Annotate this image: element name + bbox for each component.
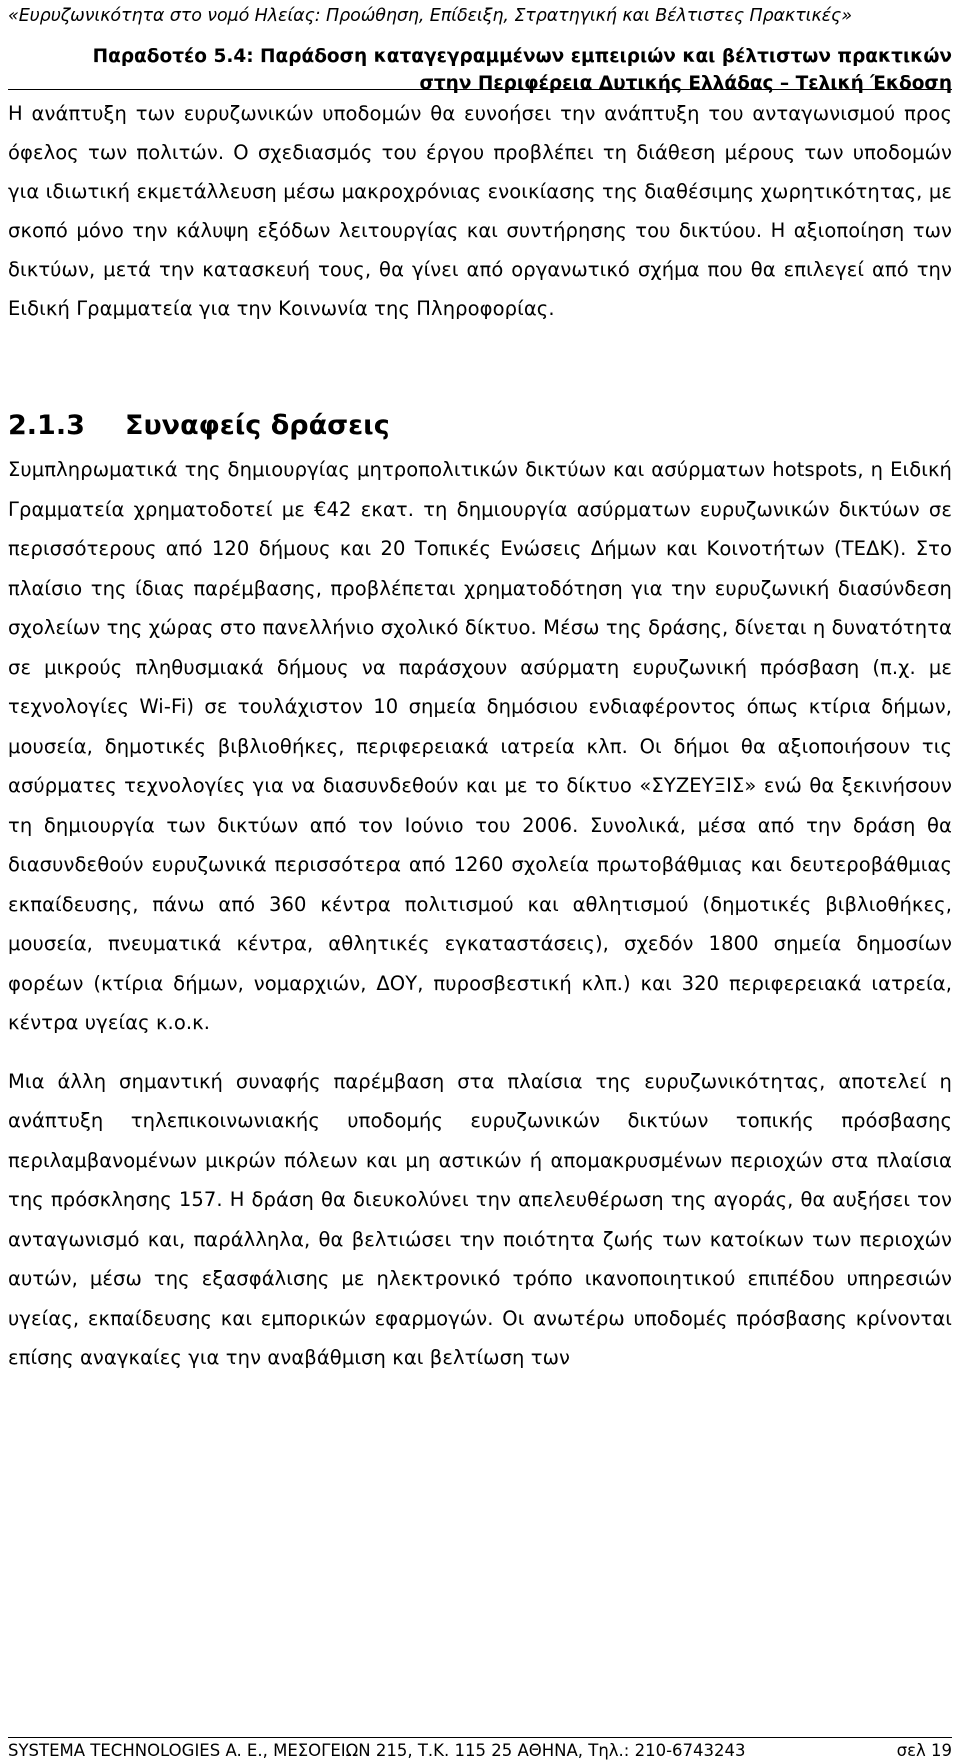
page-footer [8,1741,952,1761]
header-divider [8,89,952,90]
page-body [8,94,952,1378]
related-actions-paragraph: Συμπληρωματικά της δημιουργίας μητροπολιτικών δικτύων και ασύρματων hotspots, η Ειδική Γραμματεία χρηματοδοτεί με €42 εκατ. τη δημιουργία ασύρματων ευρυζωνικών δικτύων σε περισσότερους από 120 δήμους και 20 Τοπικές Ενώσεις Δήμων και Κοινοτήτων (ΤΕΔΚ). Στο πλαίσιο της ίδιας παρέμβασης, προβλέπεται χρηματοδότηση για την ευρυζωνική διασύνδεση σχολείων της χώρας στο πανελλήνιο σχολικό δίκτυο. Μέσω της δράσης, δίνεται η δυνατότητα σε μικρούς πληθυσμιακά δήμους να παράσχουν ασύρματη ευρυζωνική πρόσβαση (π.χ. με τεχνολογίες Wi-Fi) σε τουλάχιστον 10 σημεία δημόσιου ενδιαφέροντος όπως κτίρια δήμων, μουσεία, δημοτικές βιβλιοθήκες, περιφερειακά ιατρεία κλπ. Οι δήμοι θα αξιοποιήσουν τις ασύρματες τεχνολογίες για να διασυνδεθούν και με το δίκτυο «ΣΥΖΕΥΞΙΣ» ενώ θα ξεκινήσουν τη δημιουργία των δικτύων από τον Ιούνιο του 2006. Συνολικά, μέσα από την δράση θα διασυνδεθούν ευρυζωνικά περισσότερα από 1260 σχολεία πρωτοβάθμιας και δευτεροβάθμιας εκπαίδευσης, πάνω από 360 κέντρα πολιτισμού και αθλητισμού (δημοτικές βιβλιοθήκες, μουσεία, πνευματικά κέντρα, αθλητικές εγκαταστάσεις), σχεδόν 1800 σημεία δημοσίων φορέων (κτίρια δήμων, νομαρχιών, ΔΟΥ, πυροσβεστική κλπ.) και 320 περιφερειακά ιατρεία, κέντρα υγείας κ.ο.κ. [8,458,952,1034]
deliverable-title-line2: στην Περιφέρεια Δυτικής Ελλάδας – Τελική Έκδοση [419,73,952,94]
broadband-infrastructure-paragraph: Μια άλλη σημαντική συναφής παρέμβαση στα πλαίσια της ευρυζωνικότητας, αποτελεί η ανάπτυξη τηλεπικοινωνιακής υποδομής ευρυζωνικών δικτύων τοπικής πρόσβασης περιλαμβανομένων μικρών πόλεων και μη αστικών ή απομακρυσμένων περιοχών στα πλαίσια της πρόσκλησης 157. Η δράση θα διευκολύνει την απελευθέρωση της αγοράς, θα αυξήσει τον ανταγωνισμό και, παράλληλα, θα βελτιώσει την ποιότητα ζωής των κατοίκων των περιοχών αυτών, μέσω της εξασφάλισης με ηλεκτρονικό τρόπο ικανοποιητικού επιπέδου υπηρεσιών υγείας, εκπαίδευσης και εμπορικών εφαρμογών. Οι ανωτέρω υποδομές πρόσβασης κρίνονται επίσης αναγκαίες για την αναβάθμιση και βελτίωση των [8,1069,952,1369]
deliverable-title-line1: Παραδοτέο 5.4: Παράδοση καταγεγραμμένων εμπειριών και βέλτιστων πρακτικών [92,46,952,67]
intro-paragraph: Η ανάπτυξη των ευρυζωνικών υποδομών θα ευνοήσει την ανάπτυξη του ανταγωνισμού προς όφελος των πολιτών. Ο σχεδιασμός του έργου προβλέπει τη διάθεση μέρους των υποδομών για ιδιωτική εκμετάλλευση μέσω μακροχρόνιας ενοικίασης της διαθέσιμης χωρητικότητας, με σκοπό μόνο την κάλυψη εξόδων λειτουργίας και συντήρησης του δικτύου. Η αξιοποίηση των δικτύων, μετά την κατασκευή τους, θα γίνει από οργανωτικό σχήμα που θα επιλεγεί από την Ειδική Γραμματεία για την Κοινωνία της Πληροφορίας. [8,102,952,320]
page-number: σελ 19 [896,1741,952,1760]
company-info: SYSTEMA TECHNOLOGIES A. E., ΜΕΣΟΓΕΙΩΝ 215, Τ.Κ. 115 25 ΑΘΗΝΑ, Τηλ.: 210-6743243 [8,1741,746,1760]
section-heading [8,406,952,446]
page-header [8,4,952,97]
footer-divider [8,1737,952,1738]
project-subtitle: «Ευρυζωνικότητα στο νομό Ηλείας: Προώθηση, Επίδειξη, Στρατηγική και Βέλτιστες Πρακτικές» [8,6,852,26]
section-title: Συναφείς δράσεις [125,410,390,441]
section-number: 2.1.3 [8,410,85,441]
